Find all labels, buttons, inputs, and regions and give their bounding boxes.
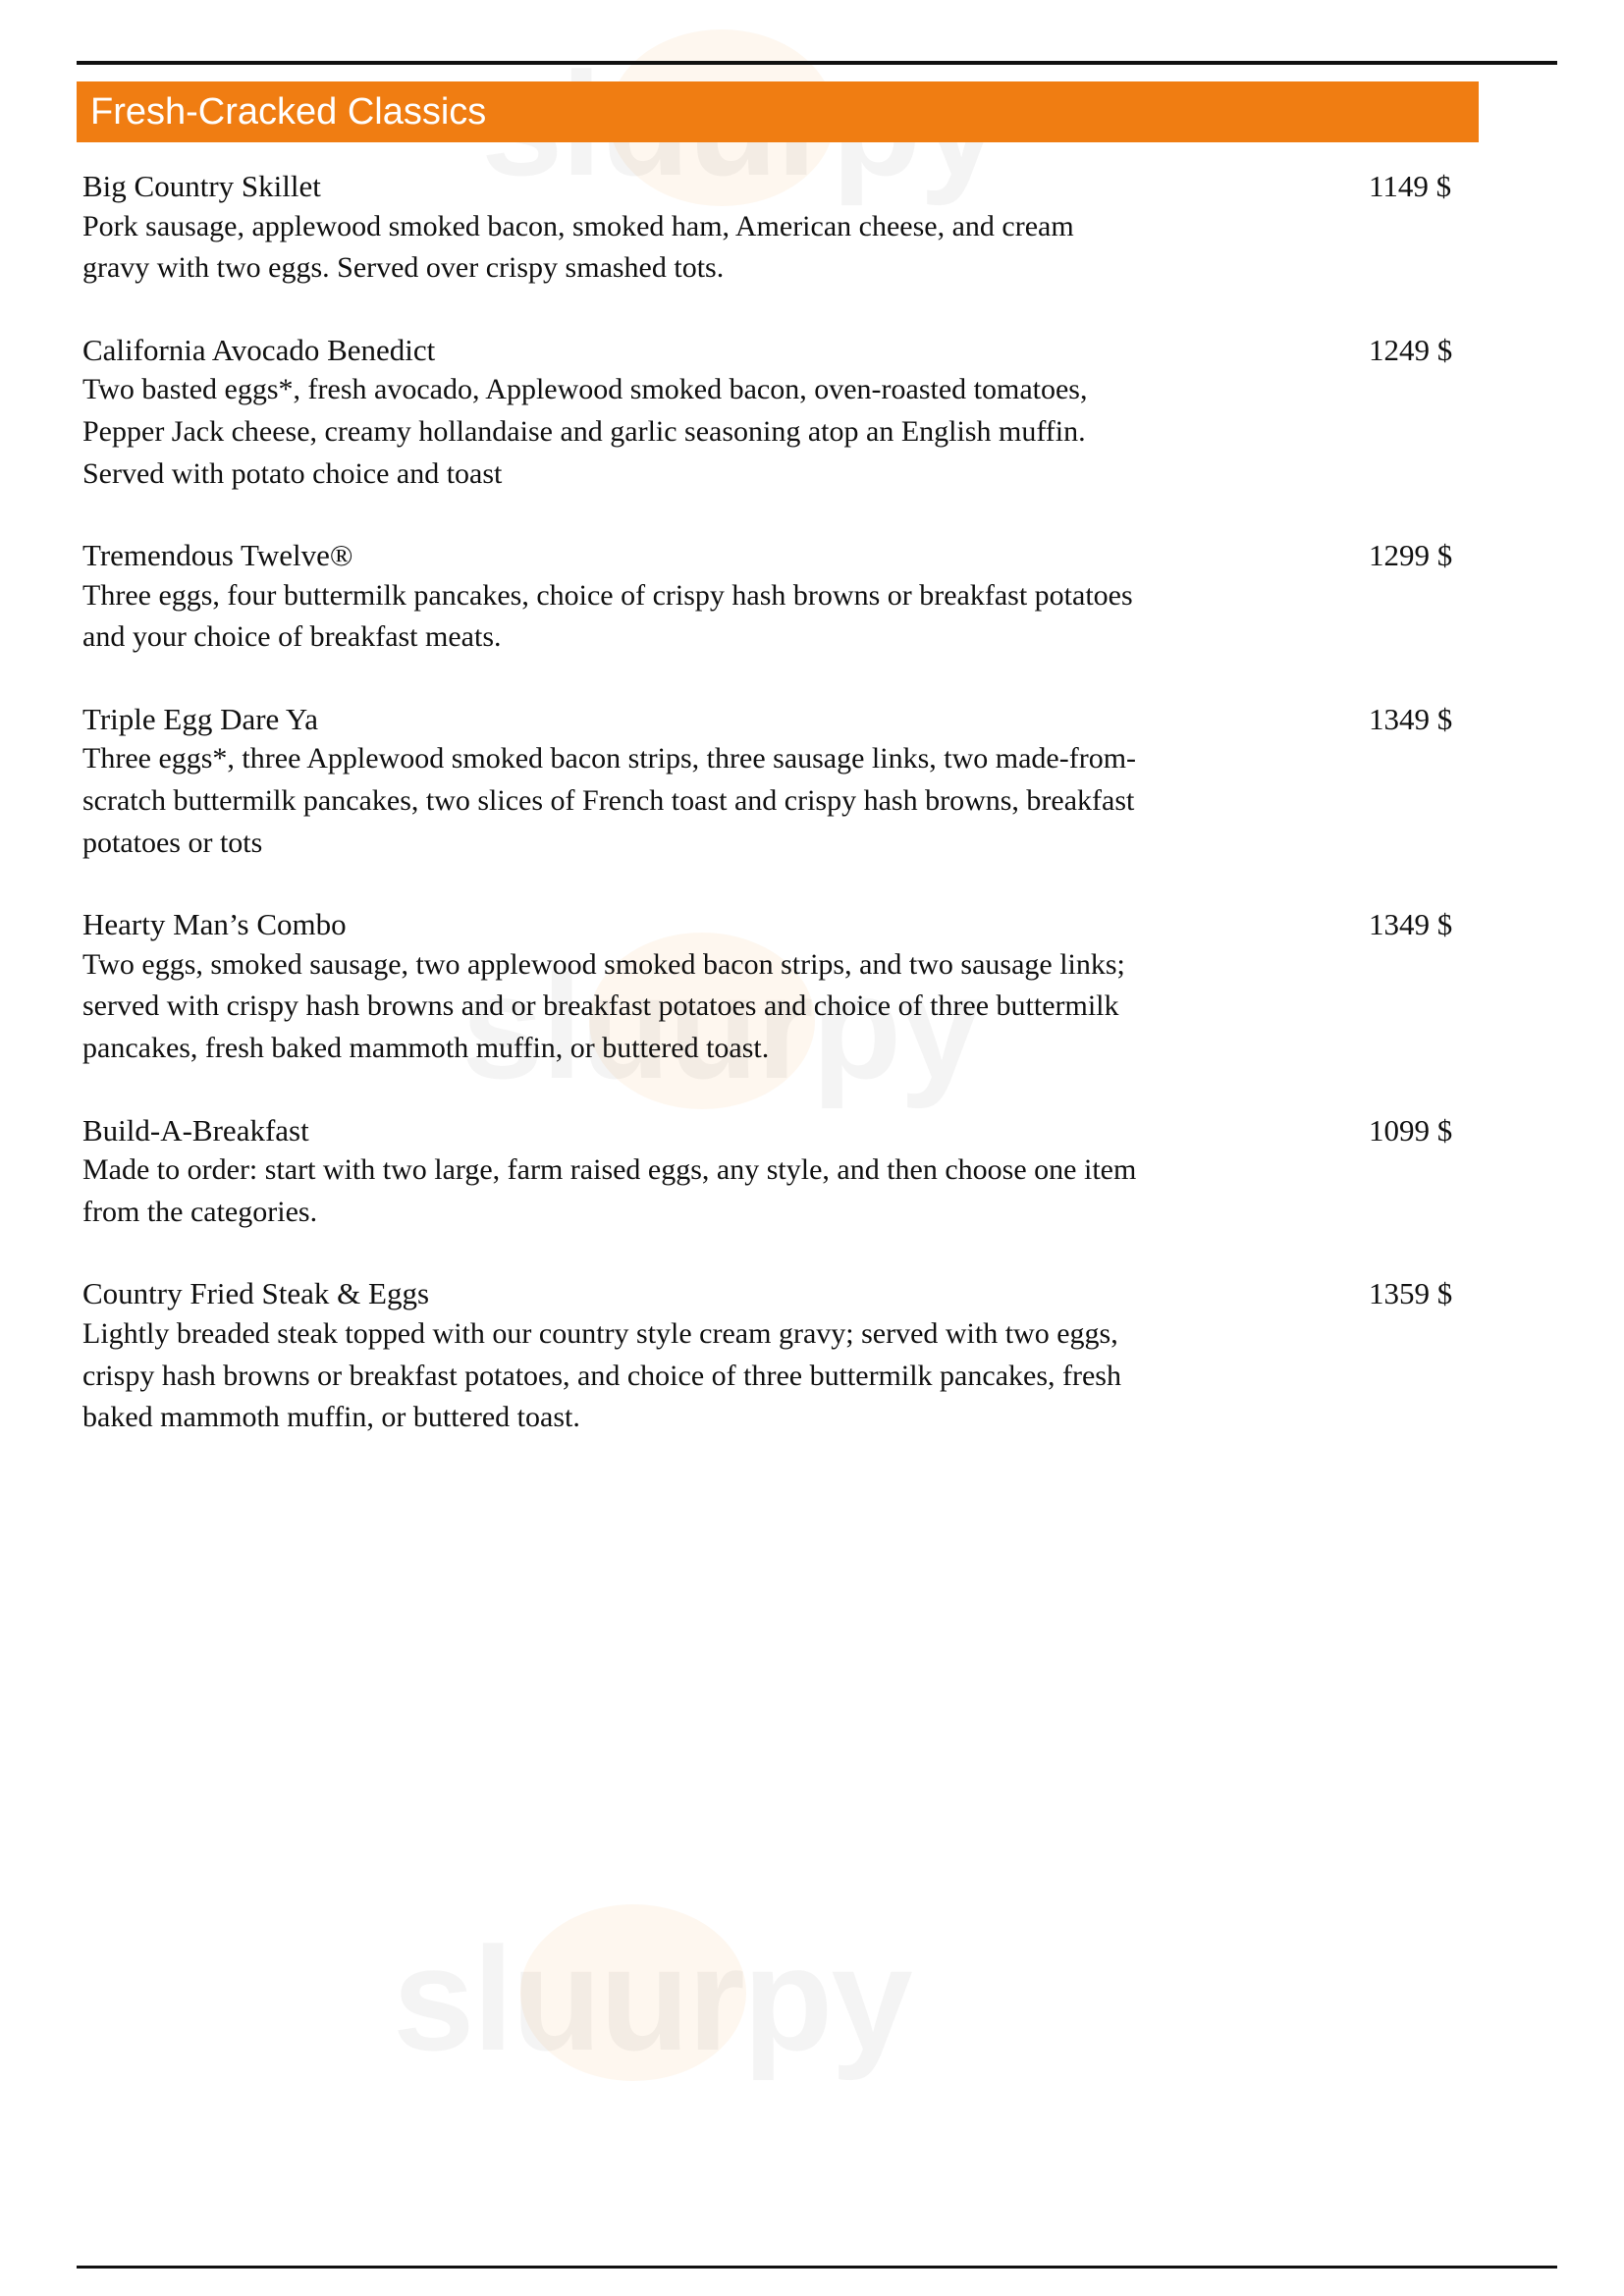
menu-item-header [82,702,1506,738]
section-title: Fresh-Cracked Classics [90,90,487,133]
menu-item-description: Two eggs, smoked sausage, two applewood smoked bacon strips, and two sausage links; served with crispy hash browns and or breakfast potatoes and choice of three buttermilk pancakes, fresh baked mammoth muffin, or buttered toast. [82,947,1125,1065]
top-divider [77,61,1557,65]
menu-item [82,169,1506,290]
menu-item-name: Country Fried Steak & Eggs [82,1276,430,1311]
menu-item-name: Triple Egg Dare Ya [82,701,318,736]
menu-item-description: Pork sausage, applewood smoked bacon, smoked ham, American cheese, and cream gravy with two eggs. Served over crispy smashed tots. [82,209,1074,285]
menu-item-header [82,538,1506,574]
menu-item-price: 1149 $ [1369,169,1452,203]
menu-item-name: Build-A-Breakfast [82,1112,309,1148]
menu-item-description: Two basted eggs*, fresh avocado, Applewood smoked bacon, oven-roasted tomatoes, Pepper Jack cheese, creamy hollandaise and garlic seasoning atop an English muffin. Served with potato choice and toast [82,373,1088,490]
menu-item-list [82,169,1506,1482]
menu-item-description: Three eggs, four buttermilk pancakes, choice of crispy hash browns or breakfast potatoes and your choice of breakfast meats. [82,578,1133,654]
menu-item-price: 1249 $ [1369,332,1453,367]
menu-item-description: Lightly breaded steak topped with our country style cream gravy; served with two eggs, crispy hash browns or breakfast potatoes, and choice of three buttermilk pancakes, fresh baked mammoth muffin, or buttered toast. [82,1316,1121,1434]
section-header [77,81,1479,142]
menu-item-name: Big Country Skillet [82,169,321,203]
menu-item-price: 1099 $ [1369,1112,1453,1148]
menu-item-header [82,1276,1506,1312]
menu-item-header [82,333,1506,369]
menu-item-price: 1349 $ [1369,907,1453,942]
menu-item [82,702,1506,864]
menu-item-price: 1349 $ [1369,701,1453,736]
bottom-divider [77,2266,1557,2269]
menu-item-header [82,169,1506,205]
menu-item-description: Made to order: start with two large, farm raised eggs, any style, and then choose one item from the categories. [82,1153,1137,1228]
menu-item-name: Tremendous Twelve® [82,538,353,573]
menu-item-name: Hearty Man’s Combo [82,907,347,942]
menu-item-description: Three eggs*, three Applewood smoked bacon strips, three sausage links, two made-from-scratch buttermilk pancakes, two slices of French toast and crispy hash browns, breakfast potatoes or tots [82,742,1137,859]
menu-item [82,907,1506,1069]
menu-item-price: 1299 $ [1369,538,1453,573]
menu-item [82,1276,1506,1438]
menu-item-header [82,1113,1506,1149]
menu-item [82,333,1506,495]
menu-item [82,1113,1506,1234]
menu-item-header [82,907,1506,943]
menu-item [82,538,1506,659]
menu-item-price: 1359 $ [1369,1276,1453,1311]
menu-item-name: California Avocado Benedict [82,332,436,367]
